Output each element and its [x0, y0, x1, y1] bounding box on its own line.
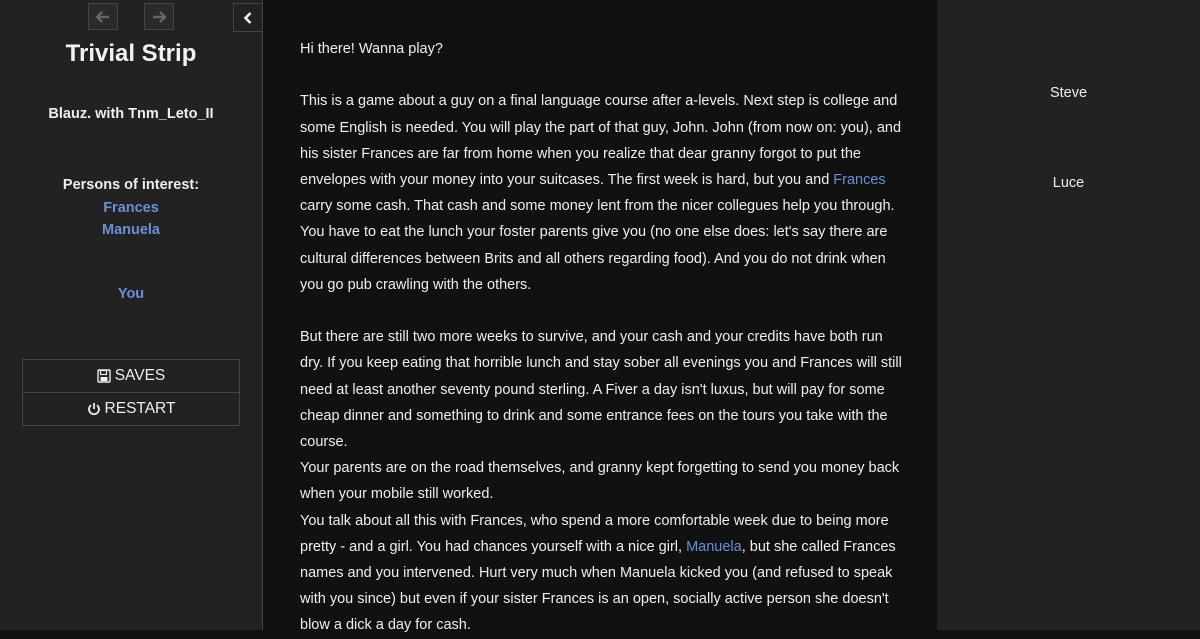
- passage-text: You talk about all this with Frances, who spend a more comfortable week due to being more pretty - and a girl. You had chances yourself with a nice girl,: [300, 512, 889, 555]
- persons-heading: Persons of interest:: [62, 177, 200, 193]
- manuela-link[interactable]: Manuela: [686, 538, 742, 555]
- passage-paragraph: But there are still two more weeks to survive, and your cash and your credits have both run dry. If you keep eating that horrible lunch and stay sober all evenings you and Frances will still need at least another seventy pound sterling. A Fiver a day isn't luxus, but will pay for some cheap dinner and something to drink and some entrance fees on the tours you take with the course.: [300, 329, 902, 451]
- arrow-right-icon: [151, 9, 167, 25]
- passage-paragraph: Hi there! Wanna play?: [300, 41, 443, 57]
- passage-paragraph: [300, 88, 906, 298]
- character-steve[interactable]: Steve: [1049, 85, 1088, 101]
- passage-paragraph: [300, 508, 906, 639]
- saves-button[interactable]: [23, 360, 239, 392]
- restart-button[interactable]: [23, 392, 239, 425]
- character-luce[interactable]: Luce: [1052, 175, 1085, 191]
- story-menu: [22, 359, 240, 426]
- passage-text: , but she called Frances names and you intervened. Hurt very much when Manuela kicked you (and refused to speak with you since) but even if your sister Frances is an open, socially active person she doesn't blow a dick a day for cash.: [300, 538, 896, 634]
- history-back-button[interactable]: [88, 3, 118, 30]
- story-title: Trivial Strip: [65, 40, 197, 67]
- right-sidebar: [937, 0, 1200, 630]
- person-link-manuela[interactable]: Manuela: [101, 222, 160, 238]
- story-author: Blauz. with Tnm_Leto_II: [48, 106, 214, 122]
- passage-text: This is a game about a guy on a final language course after a-levels. Next step is college and some English is needed. You will play the part of that guy, John. John (from now on: you), and his sister Frances are far from home when you realize that dear granny forgot to put the envelopes with your money into your suitcases. The first week is hard, but you and: [300, 93, 902, 188]
- arrow-left-icon: [95, 9, 111, 25]
- chevron-left-icon: [241, 11, 255, 25]
- history-forward-button[interactable]: [144, 3, 174, 30]
- frances-link[interactable]: Frances: [833, 172, 886, 188]
- left-sidebar: [0, 0, 263, 630]
- left-sidebar-toggle[interactable]: [233, 3, 263, 32]
- restart-label: RESTART: [104, 400, 176, 417]
- story-passage: [300, 36, 906, 639]
- power-icon: [87, 402, 101, 416]
- saves-label: SAVES: [114, 367, 166, 384]
- persons-of-interest: [0, 174, 262, 242]
- passage-paragraph: Your parents are on the road themselves, and granny kept forgetting to send you money back when your mobile still worked.: [300, 460, 900, 503]
- passage-text: carry some cash. That cash and some money lent from the nicer collegues help you through. You have to eat the lunch your foster parents give you (no one else does: let's say there are cultural differences between Brits and all others regarding food). And you do not drink when you go pub crawling with the others.: [300, 198, 895, 293]
- person-link-frances[interactable]: Frances: [103, 199, 159, 216]
- floppy-disk-icon: [97, 369, 111, 383]
- you-link[interactable]: You: [117, 286, 145, 302]
